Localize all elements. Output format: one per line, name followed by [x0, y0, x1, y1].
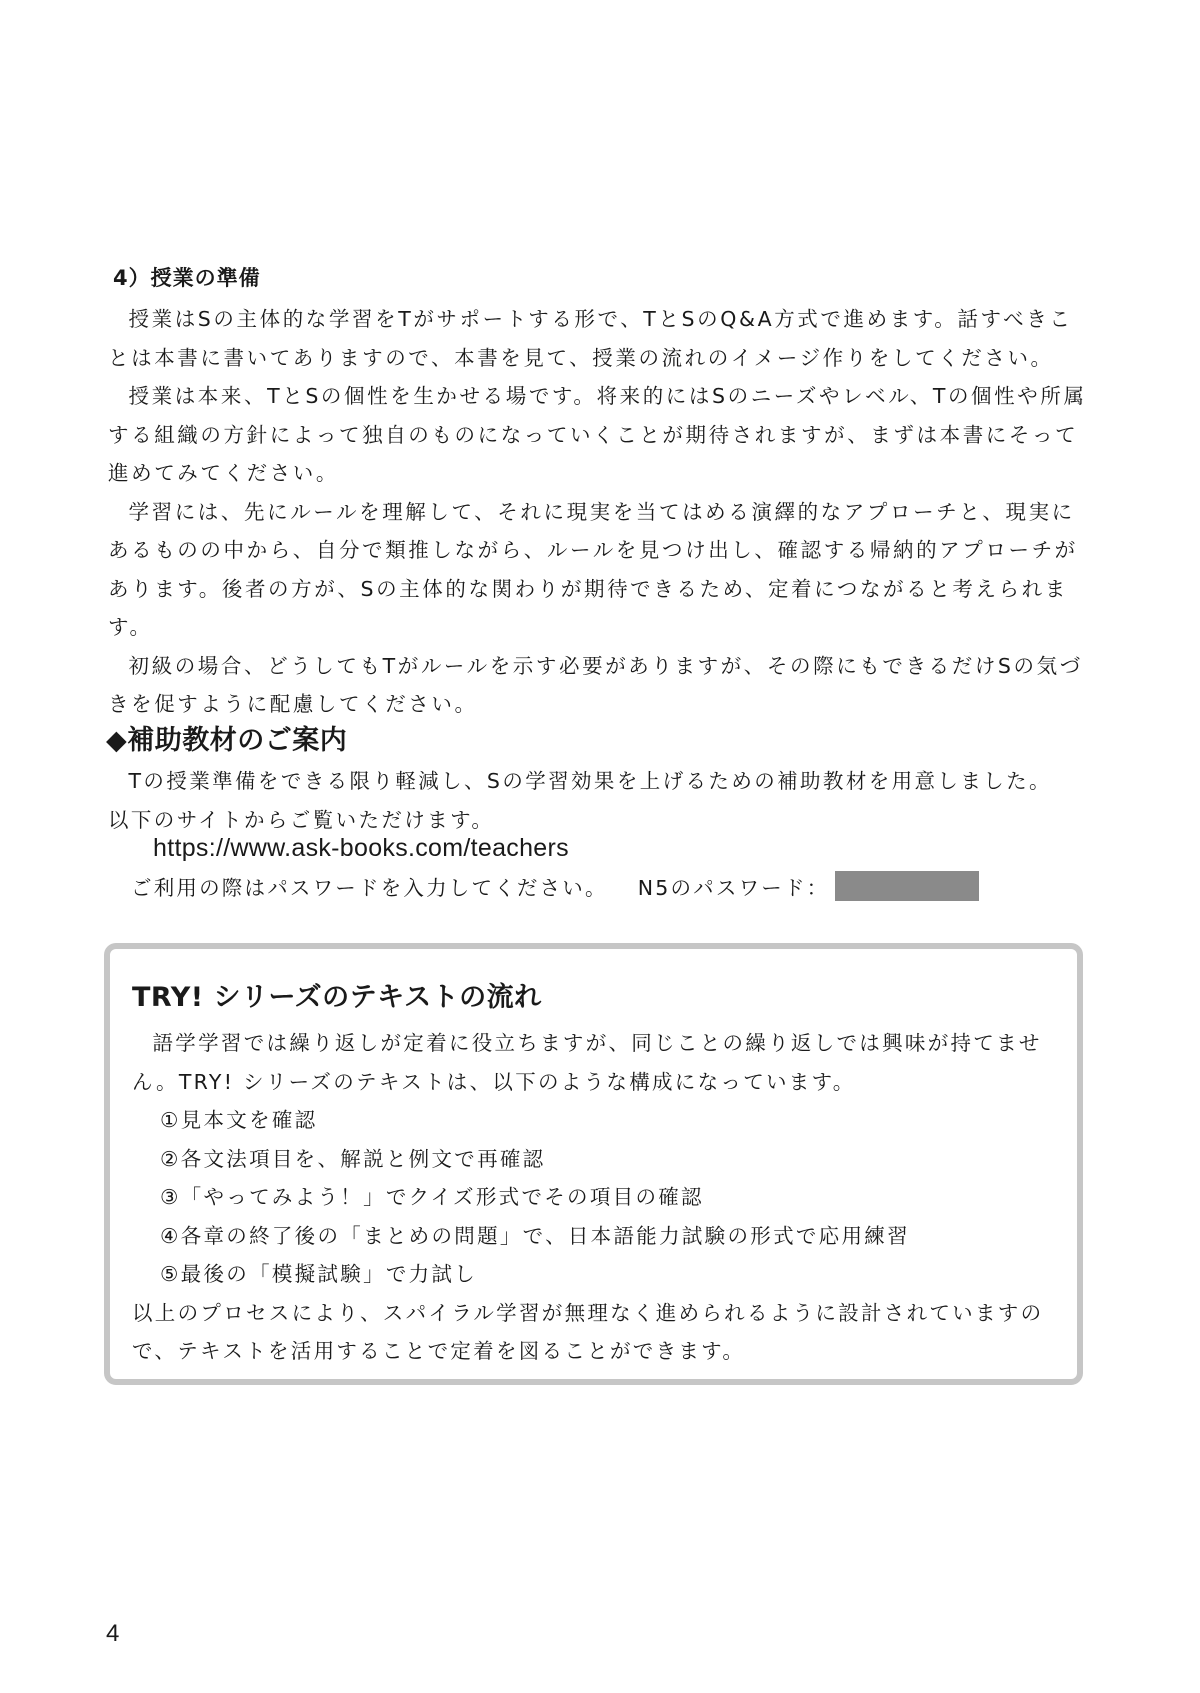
- try-series-box: [104, 943, 1083, 1385]
- teachers-url-link[interactable]: https://www.ask-books.com/teachers: [153, 834, 569, 862]
- password-note: ご利用の際はパスワードを入力してください。: [131, 876, 608, 900]
- paragraph-1: 授業はSの主体的な学習をTがサポートする形で、TとSのQ&A方式で進めます。話すべきことは本書に書いてありますので、本書を見て、授業の流れのイメージ作りをしてください。: [108, 307, 1073, 370]
- password-redacted-box: [835, 871, 979, 901]
- try-series-title: TRY! シリーズのテキストの流れ: [132, 982, 542, 1013]
- list-item: ①見本文を確認: [160, 1108, 318, 1132]
- try-step-list: [132, 1101, 1067, 1294]
- list-item: ③「やってみよう！」でクイズ形式でその項目の確認: [160, 1185, 704, 1209]
- list-item: ②各文法項目を、解説と例文で再確認: [160, 1146, 546, 1171]
- supplementary-materials-body: [108, 762, 1093, 839]
- list-item: ④各章の終了後の「まとめの問題」で、日本語能力試験の形式で応用練習: [160, 1223, 910, 1248]
- password-line: [131, 871, 979, 901]
- supplementary-materials-heading: ◆補助教材のご案内: [106, 725, 348, 756]
- try-conclusion: 以上のプロセスにより、スパイラル学習が無理なく進められるように設計されていますので、テキストを活用することで定着を図ることができます。: [132, 1300, 1044, 1363]
- materials-line-2: 以下のサイトからご覧いただけます。: [108, 807, 495, 832]
- section-heading-class-preparation: 4）授業の準備: [113, 266, 261, 290]
- paragraph-4: 初級の場合、どうしてもTがルールを示す必要がありますが、その際にもできるだけSの気づきを促すように配慮してください。: [108, 653, 1083, 716]
- try-intro: 語学学習では繰り返しが定着に役立ちますが、同じことの繰り返しでは興味が持てません。TRY! シリーズのテキストは、以下のような構成になっています。: [132, 1031, 1042, 1094]
- class-preparation-body: [108, 300, 1093, 724]
- paragraph-2: 授業は本来、TとSの個性を生かせる場です。将来的にはSのニーズやレベル、Tの個性や所属する組織の方針によって独自のものになっていくことが期待されますが、まずは本書にそって進めてみてください。: [108, 384, 1087, 485]
- try-series-body: [132, 1024, 1067, 1371]
- page-number: 4: [106, 1620, 120, 1647]
- paragraph-3: 学習には、先にルールを理解して、それに現実を当てはめる演繹的なアプローチと、現実にあるものの中から、自分で類推しながら、ルールを見つけ出し、確認する帰納的アプローチがあります。後者の方が、Sの主体的な関わりが期待できるため、定着につながると考えられます。: [108, 499, 1078, 639]
- list-item: ⑤最後の「模擬試験」で力試し: [160, 1262, 478, 1286]
- materials-line-1: Tの授業準備をできる限り軽減し、Sの学習効果を上げるための補助教材を用意しました。: [128, 769, 1052, 793]
- password-label: N5のパスワード：: [637, 876, 830, 900]
